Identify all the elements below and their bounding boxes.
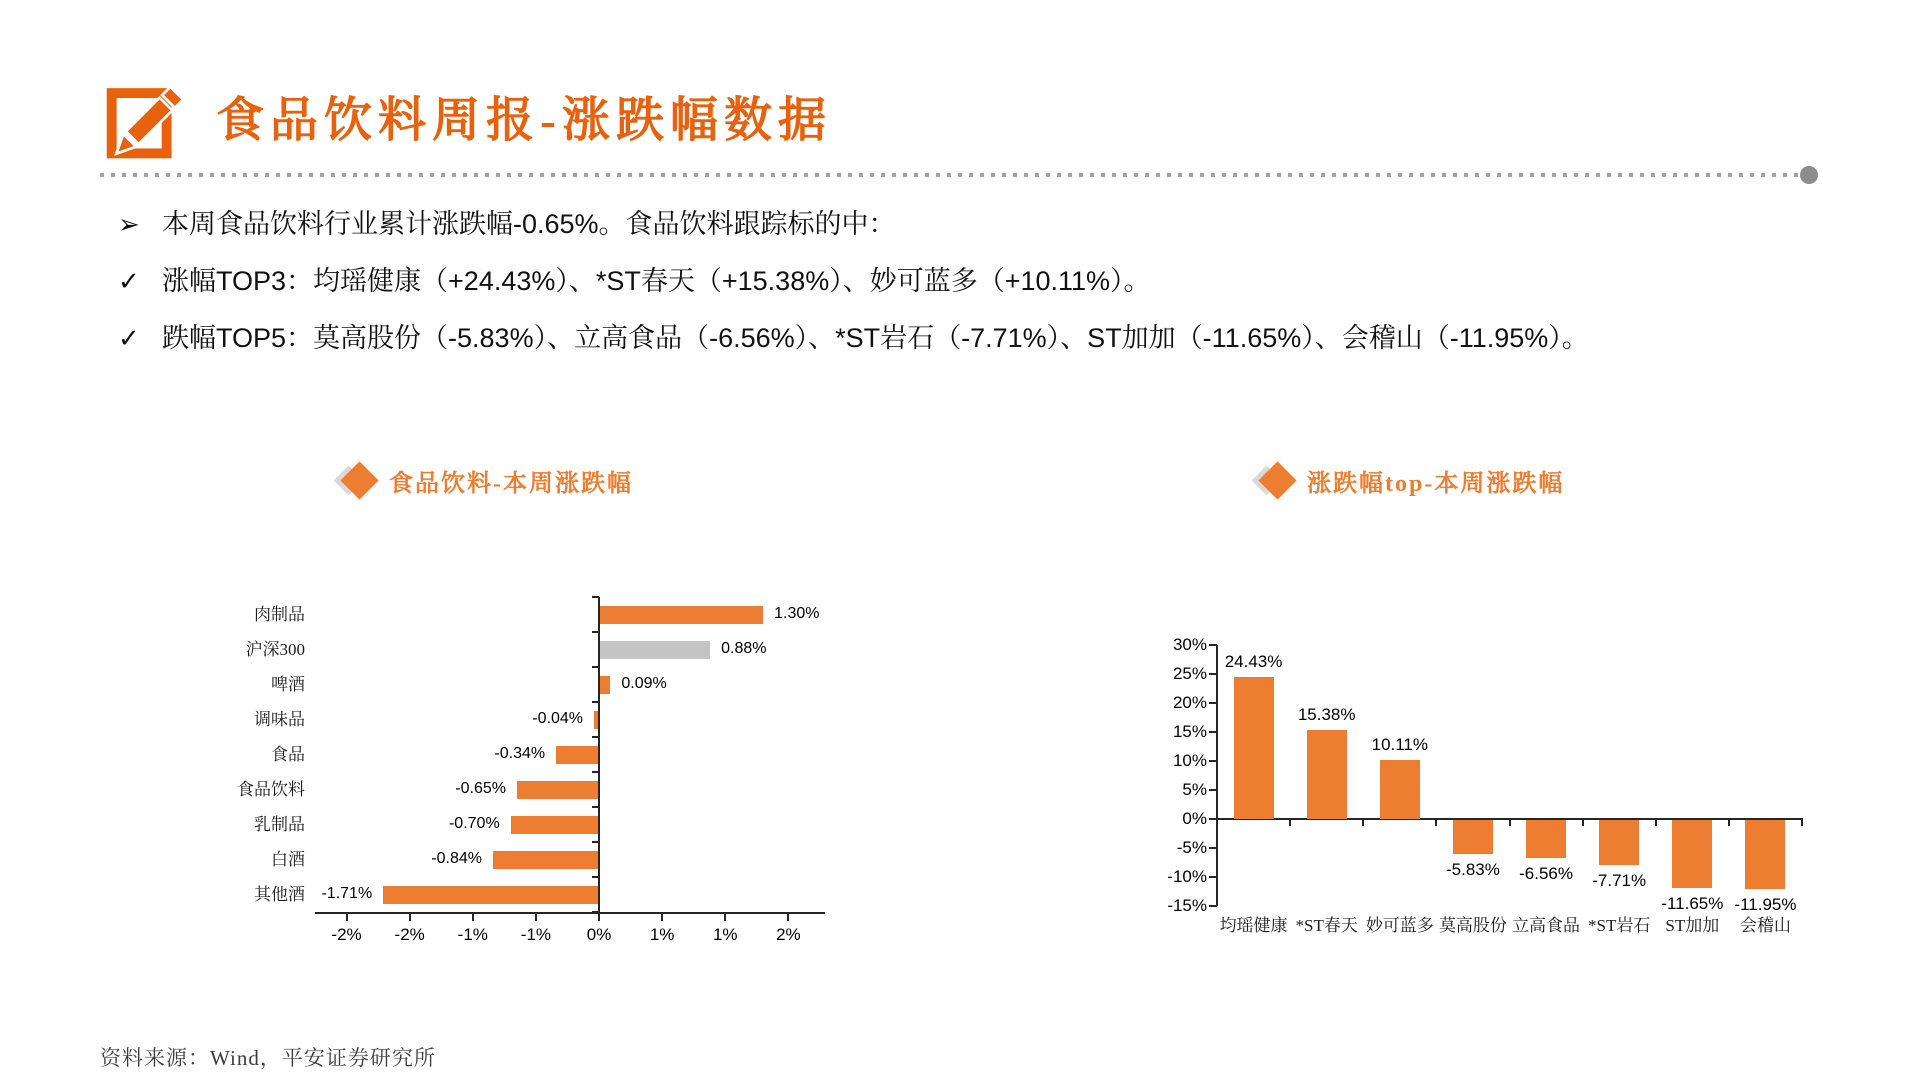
- category-label: 乳制品: [254, 815, 305, 834]
- x-axis-tick: [346, 912, 348, 921]
- value-label: -11.65%: [1661, 893, 1724, 913]
- category-tick: [1362, 818, 1364, 826]
- summary-bullet-list: [118, 206, 1858, 377]
- category-label: 会稽山: [1739, 916, 1791, 935]
- category-tick: [1582, 818, 1584, 826]
- category-tick: [1801, 818, 1803, 826]
- x-tick-label: -1%: [457, 925, 488, 944]
- bullet-item: [118, 206, 1858, 243]
- y-axis-tick: [1209, 644, 1217, 646]
- value-label: 10.11%: [1371, 735, 1429, 755]
- y-axis-tick: [1209, 760, 1217, 762]
- y-axis-line: [1216, 645, 1218, 906]
- y-tick-label: -10%: [1167, 867, 1207, 886]
- category-tick: [592, 876, 599, 878]
- category-tick: [592, 736, 599, 738]
- value-label: 24.43%: [1224, 652, 1283, 672]
- left-chart-title: 食品饮料-本周涨跌幅: [389, 470, 633, 497]
- value-label: -11.95%: [1734, 895, 1797, 915]
- x-tick-label: 0%: [586, 925, 612, 944]
- bullet-item: [118, 263, 1858, 300]
- y-tick-label: 15%: [1172, 722, 1207, 741]
- bar: [556, 746, 599, 764]
- bar: [1745, 820, 1785, 889]
- bullet-text: 本周食品饮料行业累计涨跌幅-0.65%。食品饮料跟踪标的中：: [162, 209, 896, 239]
- x-tick-label: -2%: [394, 925, 425, 944]
- legend-diamond-pair-icon: [1256, 467, 1291, 494]
- bar: [1453, 820, 1493, 854]
- check-bullet-icon: ✓: [118, 266, 140, 296]
- bar: [599, 676, 610, 694]
- category-label: 均瑶健康: [1219, 916, 1288, 935]
- category-label: 立高食品: [1512, 916, 1581, 935]
- category-tick: [592, 631, 599, 633]
- category-tick: [592, 771, 599, 773]
- y-axis-tick: [1209, 731, 1217, 733]
- y-tick-label: 0%: [1182, 809, 1207, 828]
- bullet-text: 涨幅TOP3：均瑶健康（+24.43%）、*ST春天（+15.38%）、妙可蓝多（+10.11%）。: [162, 266, 1151, 296]
- x-axis-line: [315, 912, 825, 914]
- category-label: 白酒: [271, 850, 305, 869]
- category-label: 调味品: [254, 710, 305, 729]
- bar: [511, 816, 599, 834]
- y-tick-label: 30%: [1172, 635, 1207, 654]
- value-label: 0.88%: [721, 640, 767, 657]
- y-tick-label: -15%: [1167, 896, 1207, 915]
- x-tick-label: 1%: [712, 925, 738, 944]
- value-label: -0.84%: [431, 850, 482, 867]
- page-header: [100, 76, 832, 166]
- bar: [383, 886, 599, 904]
- y-tick-label: -5%: [1176, 838, 1207, 857]
- category-label: 妙可蓝多: [1365, 916, 1434, 935]
- bar: [1599, 820, 1639, 865]
- x-tick-label: 2%: [776, 925, 801, 944]
- page-title: 食品饮料周报-涨跌幅数据: [216, 94, 832, 147]
- top-movers-bar-chart: [1145, 635, 1865, 955]
- y-tick-label: 25%: [1172, 664, 1207, 683]
- category-label: 肉制品: [254, 605, 305, 624]
- bar: [1526, 820, 1566, 858]
- category-tick: [592, 806, 599, 808]
- category-tick: [1435, 818, 1437, 826]
- category-label: 其他酒: [254, 885, 305, 904]
- bar: [1672, 820, 1712, 888]
- category-label: 啤酒: [271, 675, 305, 694]
- bullet-text: 跌幅TOP5：莫高股份（-5.83%）、立高食品（-6.56%）、*ST岩石（-7.71%）、ST加加（-11.65%）、会稽山（-11.95%）。: [162, 323, 1589, 353]
- category-tick: [1289, 818, 1291, 826]
- pencil-square-icon: [100, 76, 190, 166]
- source-note: 资料来源：Wind，平安证券研究所: [100, 1046, 436, 1070]
- category-label: 莫高股份: [1438, 916, 1507, 935]
- category-label: *ST岩石: [1588, 916, 1651, 935]
- value-label: 15.38%: [1297, 704, 1356, 724]
- y-axis-tick: [1209, 876, 1217, 878]
- x-tick-label: -1%: [520, 925, 552, 944]
- x-axis-tick: [724, 912, 726, 921]
- check-bullet-icon: ✓: [118, 323, 140, 353]
- category-label: ST加加: [1665, 916, 1720, 935]
- value-label: -0.04%: [532, 710, 583, 727]
- value-label: 1.30%: [774, 605, 820, 622]
- category-label: 食品饮料: [237, 780, 305, 799]
- right-chart-legend: [1256, 462, 1564, 498]
- category-tick: [592, 666, 599, 668]
- zero-axis-line: [598, 597, 600, 912]
- y-axis-tick: [1209, 847, 1217, 849]
- y-tick-label: 5%: [1182, 780, 1207, 799]
- left-chart-legend: [338, 462, 633, 498]
- value-label: -0.65%: [455, 780, 506, 797]
- y-axis-tick: [1209, 673, 1217, 675]
- category-tick: [1655, 818, 1657, 826]
- x-axis-tick: [535, 912, 537, 921]
- value-label: -6.56%: [1519, 864, 1573, 884]
- divider: [100, 173, 1806, 177]
- value-label: -1.71%: [321, 885, 373, 902]
- x-axis-tick: [661, 912, 663, 921]
- bar: [493, 851, 599, 869]
- x-tick-label: -2%: [331, 925, 362, 944]
- bar: [599, 606, 763, 624]
- value-label: 0.09%: [621, 675, 667, 692]
- right-chart-title: 涨跌幅top-本周涨跌幅: [1307, 470, 1565, 497]
- x-tick-label: 1%: [649, 925, 675, 944]
- category-label: *ST春天: [1295, 916, 1358, 935]
- category-tick: [1216, 818, 1218, 826]
- bar: [517, 781, 599, 799]
- category-tick: [592, 701, 599, 703]
- x-axis-tick: [598, 912, 600, 921]
- y-axis-tick: [1209, 905, 1217, 907]
- category-tick: [592, 596, 599, 598]
- category-tick: [592, 841, 599, 843]
- category-label: 沪深300: [245, 640, 305, 659]
- y-tick-label: 10%: [1172, 751, 1207, 770]
- y-tick-label: 20%: [1172, 693, 1207, 712]
- industry-weekly-change-bar-chart: [230, 597, 870, 957]
- category-tick: [1728, 818, 1730, 826]
- value-label: -0.70%: [448, 815, 500, 832]
- bar: [1307, 730, 1347, 819]
- value-label: -5.83%: [1446, 859, 1500, 879]
- bullet-item: [118, 320, 1858, 357]
- category-tick: [1509, 818, 1511, 826]
- bar: [1380, 760, 1420, 819]
- x-axis-tick: [472, 912, 474, 921]
- vbar-plot-area: [1217, 645, 1802, 951]
- x-axis-tick: [409, 912, 411, 921]
- x-axis-tick: [787, 912, 789, 921]
- category-label: 食品: [271, 745, 305, 764]
- divider-end-dot-icon: [1800, 166, 1818, 184]
- y-axis-tick: [1209, 789, 1217, 791]
- hbar-plot-area: [315, 597, 825, 957]
- bar: [599, 641, 710, 659]
- arrow-bullet-icon: ➢: [118, 209, 140, 239]
- bar: [1234, 677, 1274, 819]
- value-label: -7.71%: [1592, 870, 1647, 890]
- legend-diamond-pair-icon: [338, 467, 373, 494]
- y-axis-tick: [1209, 702, 1217, 704]
- value-label: -0.34%: [494, 745, 546, 762]
